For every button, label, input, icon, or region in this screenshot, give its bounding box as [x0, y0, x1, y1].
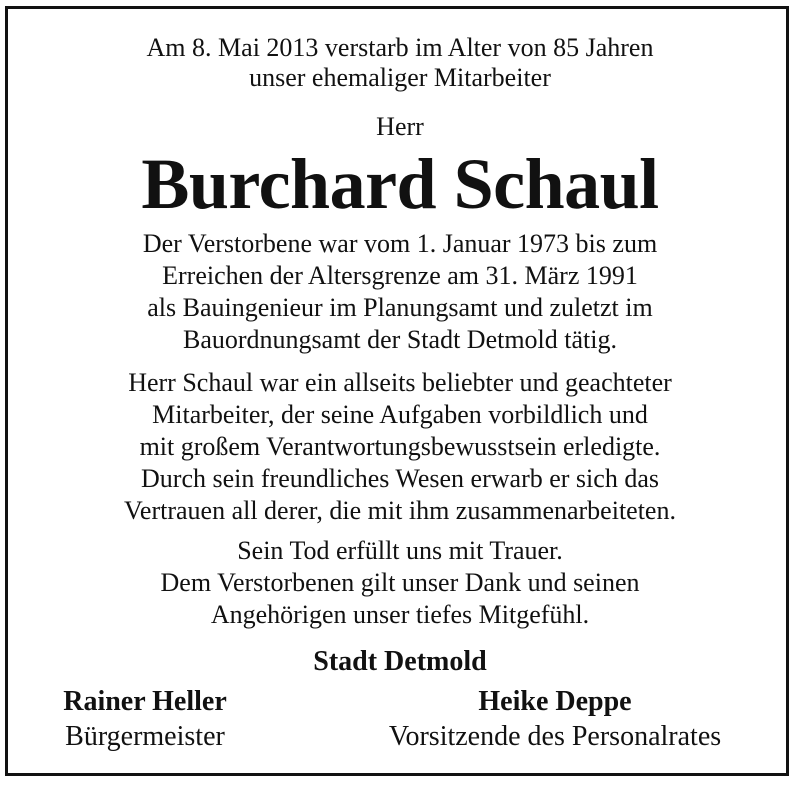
signatory-staff-council — [345, 686, 765, 756]
intro-text — [0, 33, 800, 93]
intro-line: unser ehemaliger Mitarbeiter — [249, 63, 551, 92]
signatory-name: Heike Deppe — [478, 686, 632, 717]
paragraph-line: Bauordnungsamt der Stadt Detmold tätig. — [183, 325, 617, 354]
salutation: Herr — [376, 112, 424, 141]
paragraph-line: Dem Verstorbenen gilt unser Dank und seinen — [160, 568, 640, 597]
paragraph-line: Vertrauen all derer, die mit ihm zusammenarbeiteten. — [124, 496, 676, 525]
signatory-role: Vorsitzende des Personalrates — [388, 721, 722, 752]
signatory-name: Rainer Heller — [63, 686, 227, 717]
paragraph-line: Durch sein freundliches Wesen erwarb er sich das — [141, 464, 659, 493]
paragraph-career — [0, 228, 800, 356]
paragraph-line: Sein Tod erfüllt uns mit Trauer. — [237, 536, 563, 565]
intro-line: Am 8. Mai 2013 verstarb im Alter von 85 Jahren — [146, 33, 654, 62]
paragraph-line: Erreichen der Altersgrenze am 31. März 1991 — [162, 261, 638, 290]
paragraph-line: als Bauingenieur im Planungsamt und zuletzt im — [147, 293, 653, 322]
paragraph-line: Mitarbeiter, der seine Aufgaben vorbildlich und — [152, 400, 648, 429]
paragraph-line: Herr Schaul war ein allseits beliebter und geachteter — [128, 368, 672, 397]
paragraph-line: Der Verstorbene war vom 1. Januar 1973 bis zum — [142, 229, 658, 258]
paragraph-character — [0, 367, 800, 527]
organization-name: Stadt Detmold — [313, 646, 487, 677]
paragraph-line: Angehörigen unser tiefes Mitgefühl. — [210, 600, 590, 629]
deceased-name: Burchard Schaul — [141, 144, 659, 224]
paragraph-line: mit großem Verantwortungsbewusstsein erledigte. — [139, 432, 661, 461]
paragraph-condolence — [0, 535, 800, 631]
signatory-role: Bürgermeister — [65, 721, 225, 752]
signatory-mayor — [30, 686, 260, 756]
